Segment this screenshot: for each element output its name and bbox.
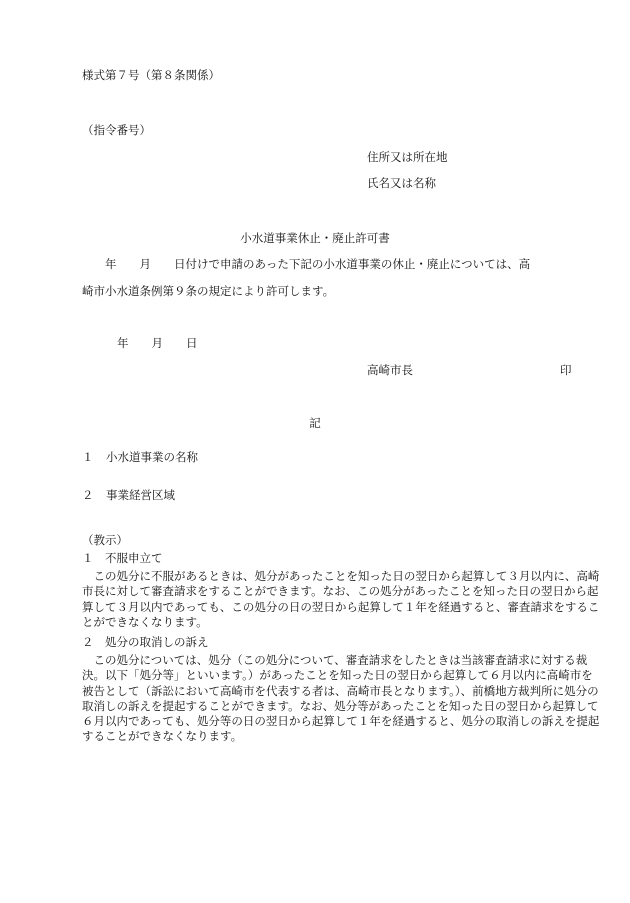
notice-section-2-heading: ２ 処分の取消しの訴え [82, 635, 209, 649]
notice-section-1-heading: １ 不服申立て [82, 551, 163, 565]
address-label: 住所又は所在地 [367, 150, 448, 164]
issuer-title: 高崎市長 [367, 363, 413, 377]
item-2-label: 事業経営区域 [106, 488, 175, 502]
name-label: 氏名又は名称 [367, 176, 436, 190]
issue-date: 年 月 日 [117, 336, 198, 350]
body-line-1: 年 月 日付けで申請のあった下記の小水道事業の休止・廃止については、高 [82, 257, 531, 271]
notice-heading: （教示） [82, 533, 128, 547]
item-2 [82, 490, 175, 502]
body-line-2: 崎市小水道条例第９条の規定により許可します。 [82, 284, 335, 298]
notice-section-1-text: この処分に不服があるときは、処分があったことを知った日の翌日から起算して３月以内に、高崎市長に対して審査請求をすることができます。なお、この処分があったことを知った日の翌日から起算して３月以内であっても、この処分の日の翌日から起算して１年を経過すると、審査請求をすることができなくなります。 [82, 569, 600, 629]
item-1-label: 小水道事業の名称 [106, 450, 198, 464]
item-1-number: １ [82, 450, 94, 464]
item-2-number: ２ [82, 488, 94, 502]
seal-mark: 印 [560, 363, 572, 377]
form-number: 様式第７号（第８条関係） [82, 68, 220, 82]
ki-heading: 記 [309, 416, 321, 430]
item-1 [82, 452, 198, 464]
notice-section-2-text: この処分については、処分（この処分について、審査請求をしたときは当該審査請求に対する裁決。以下「処分等」といいます。）があったことを知った日の翌日から起算して６月以内に高崎市を被告として（訴訟において高崎市を代表する者は、高崎市長となります。）、前橋地方裁判所に処分の取消しの訴えを提起することができます。なお、処分等があったことを知った日の翌日から起算して６月以内であっても、処分等の日の翌日から起算して１年を経過すると、処分の取消しの訴えを提起することができなくなります。 [82, 653, 600, 744]
order-number: （指令番号） [82, 123, 151, 137]
document-title: 小水道事業休止・廃止許可書 [240, 231, 390, 245]
